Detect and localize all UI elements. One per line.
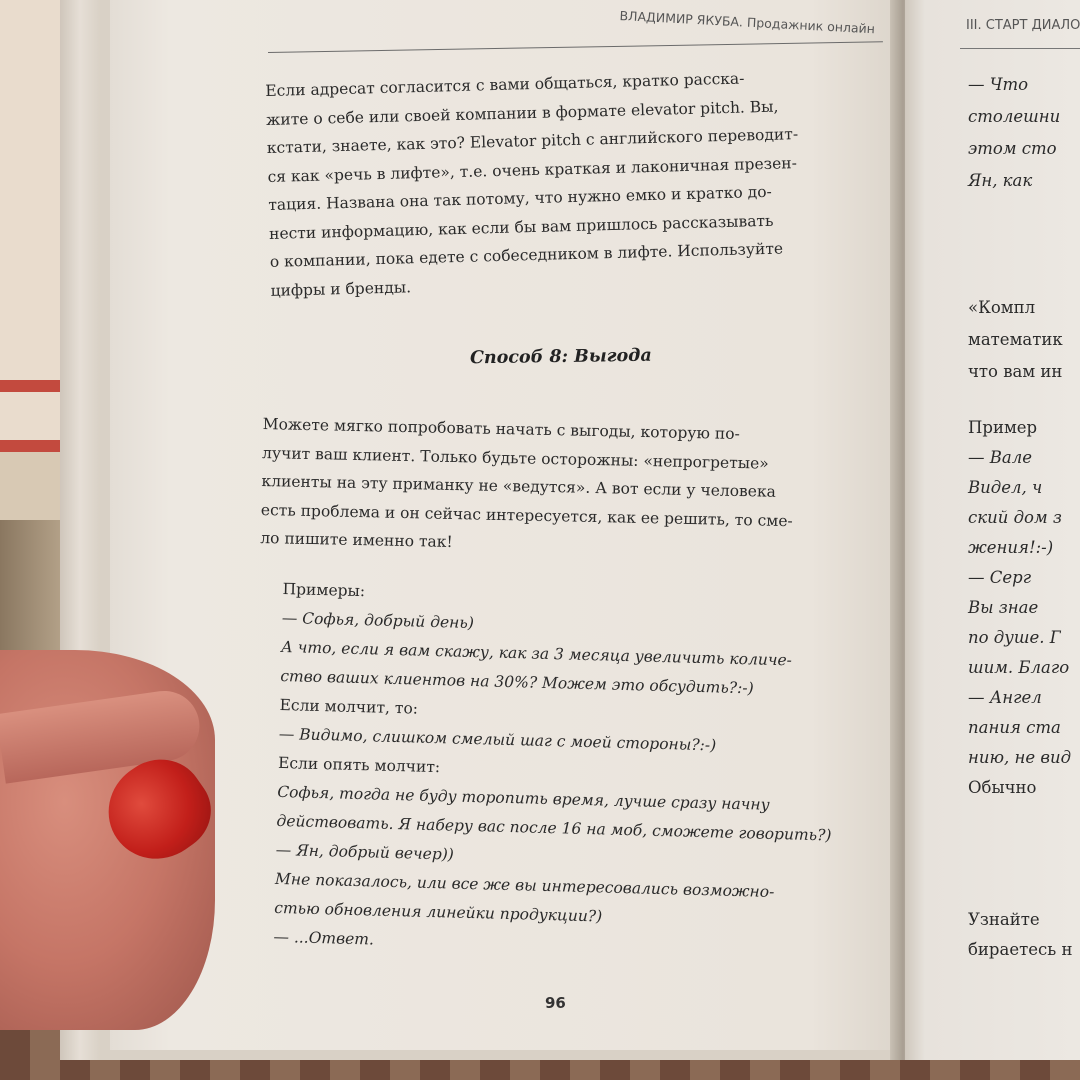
right-page-line: жения!:-) [968, 538, 1054, 557]
right-page-line: нию, не вид [968, 748, 1072, 767]
example-line: Мне показалось, или все же вы интересовались возможно- [274, 869, 775, 901]
right-page [905, 0, 1080, 1060]
text-line: цифры и бренды. [270, 277, 412, 300]
example-line: стью обновления линейки продукции?) [274, 898, 603, 926]
right-page-line: — Ангел [968, 688, 1042, 707]
example-line: — Софья, добрый день) [281, 608, 475, 633]
example-line: Софья, тогда не буду торопить время, лучше сразу начну [277, 782, 770, 814]
right-page-line: «Компл [968, 298, 1036, 317]
text-line: жите о себе или своей компании в формате elevator pitch. Вы, [265, 97, 779, 129]
running-head: ВЛАДИМИР ЯКУБА. Продажник онлайн [619, 8, 876, 37]
example-line: Примеры: [282, 579, 366, 601]
text-line: есть проблема и он сейчас интересуется, как ее решить, то сме- [260, 500, 793, 530]
right-page-line: что вам ин [968, 362, 1063, 381]
text-line: нести информацию, как если бы вам пришлось рассказывать [268, 211, 774, 243]
text-line: о компании, пока едете с собеседником в лифте. Используйте [269, 239, 784, 271]
example-line: — Ян, добрый вечер)) [275, 840, 455, 864]
right-running-head: III. СТАРТ ДИАЛО [966, 18, 1080, 33]
right-page-line: бираетесь н [968, 940, 1073, 959]
paragraph-benefit [260, 410, 873, 565]
example-line: — ...Ответ. [273, 927, 375, 949]
text-line: Если адресат согласится с вами общаться, кратко расска- [265, 69, 745, 100]
example-line: Если опять молчит: [277, 753, 441, 777]
text-line: тация. Названа она так потому, что нужно емко и кратко до- [268, 182, 773, 214]
text-line: кстати, знаете, как это? Elevator pitch с английского переводит- [266, 125, 799, 157]
right-page-line: — Вале [968, 448, 1032, 467]
right-page-line: Видел, ч [968, 478, 1043, 497]
right-page-line: по душе. Г [968, 628, 1061, 647]
text-line: клиенты на эту приманку не «ведутся». А вот если у человека [261, 471, 777, 501]
text-line: ся как «речь в лифте», т.е. очень краткая и лаконичная презен- [267, 153, 798, 186]
example-line: ство ваших клиентов на 30%? Можем это обсудить?:-) [280, 666, 754, 698]
section-heading: Способ 8: Выгода [469, 345, 652, 369]
example-line: Если молчит, то: [279, 695, 419, 718]
examples-block [273, 575, 873, 967]
paragraph-elevator-pitch [265, 61, 881, 305]
right-page-line: — Серг [968, 568, 1032, 587]
page-number: 96 [545, 994, 566, 1012]
right-page-line: Вы знае [968, 598, 1039, 617]
text-line: лучит ваш клиент. Только будьте осторожны: «непрогретые» [261, 443, 769, 473]
right-page-line: Ян, как [968, 171, 1033, 190]
right-page-line: — Что [968, 75, 1029, 94]
text-line: Можете мягко попробовать начать с выгоды, которую по- [262, 414, 740, 443]
right-page-line: шим. Благо [968, 658, 1070, 677]
right-page-line: Узнайте [968, 910, 1040, 929]
example-line: — Видимо, слишком смелый шаг с моей стороны?:-) [278, 724, 717, 755]
example-line: действовать. Я наберу вас после 16 на моб, сможете говорить?) [276, 811, 832, 845]
right-page-line: этом сто [968, 139, 1057, 158]
right-page-line: Пример [968, 418, 1038, 437]
right-page-line: столешни [968, 107, 1061, 126]
right-header-rule [960, 48, 1080, 49]
right-page-line: ский дом з [968, 508, 1062, 527]
right-page-line: пания ста [968, 718, 1061, 737]
text-line: ло пишите именно так! [260, 528, 453, 551]
example-line: А что, если я вам скажу, как за 3 месяца увеличить количе- [280, 637, 793, 670]
right-page-line: Обычно [968, 778, 1037, 797]
right-page-line: математик [968, 330, 1063, 349]
